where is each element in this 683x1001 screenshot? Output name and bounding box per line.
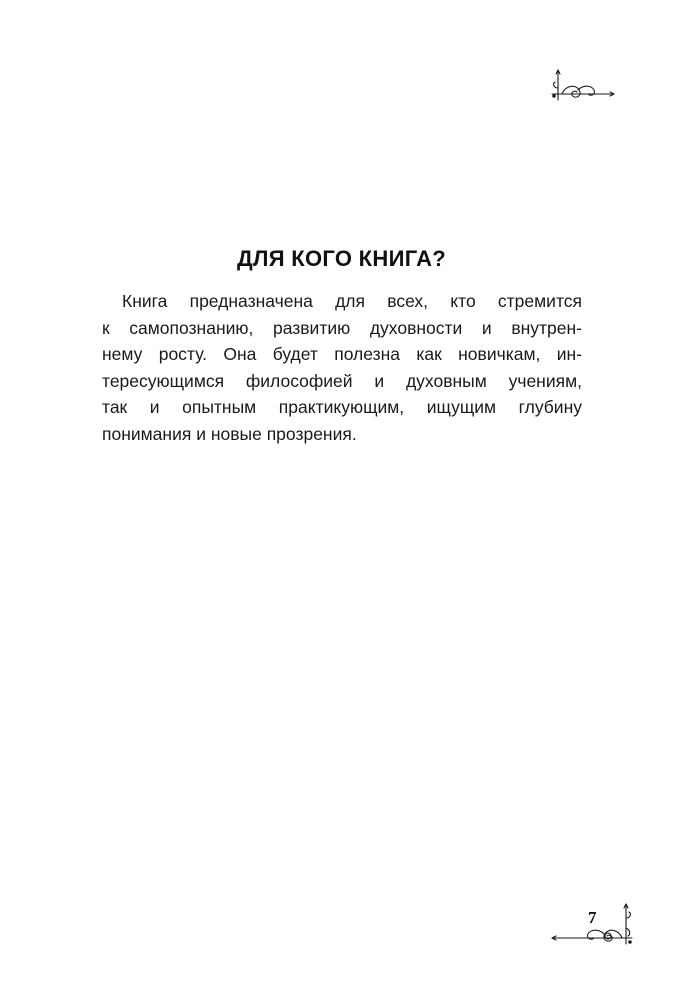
paragraph-line: понимания и новые прозрения. — [102, 423, 357, 444]
paragraph-line: тересующимся философией и духовным учениям, — [102, 370, 582, 391]
paragraph-line: так и опытным практикующим, ищущим глубину — [102, 397, 582, 417]
page-number: 7 — [588, 908, 597, 927]
paragraph-line: к самопознанию, развитию духовности и внутрен- — [102, 317, 582, 338]
paragraph-line: нему росту. Она будет полезна как новичкам, ин- — [102, 344, 582, 364]
bottom-corner-flourish-icon — [548, 898, 638, 950]
section-title: ДЛЯ КОГО КНИГА? — [236, 246, 447, 271]
paragraph-line: Книга предназначена для всех, кто стремится — [122, 291, 582, 311]
top-corner-flourish-icon — [548, 66, 618, 106]
body-paragraph — [102, 288, 582, 447]
